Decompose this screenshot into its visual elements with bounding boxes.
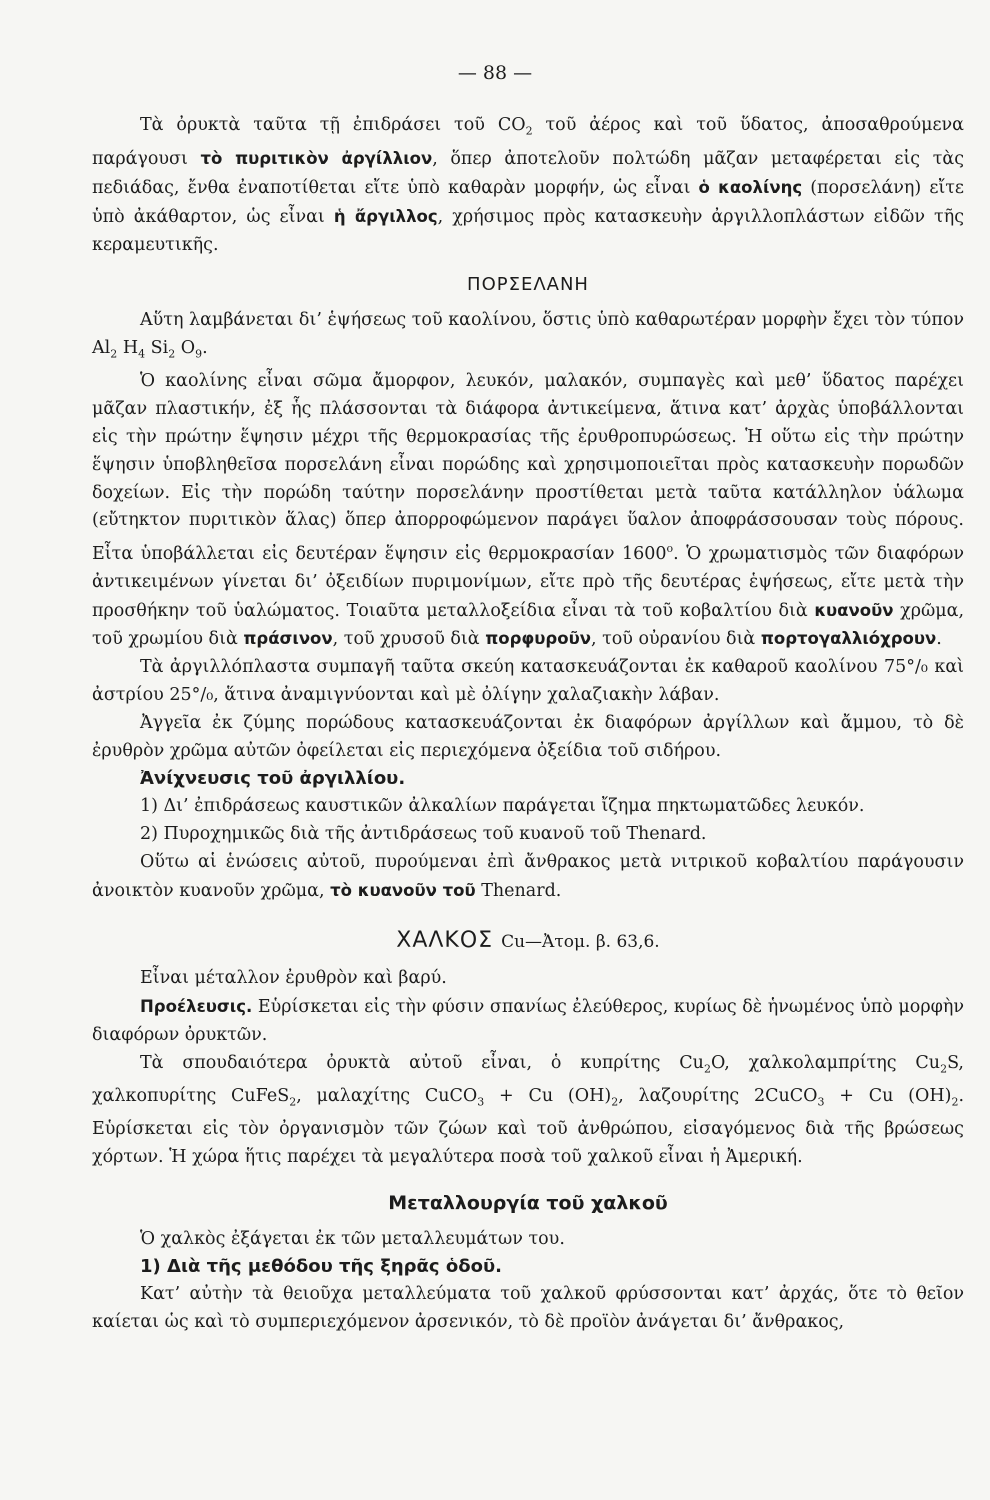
page-number: — 88 — (457, 62, 533, 84)
heading-metallurgy: Μεταλλουργία τοῦ χαλκοῦ (388, 1191, 668, 1214)
text-run: , τοῦ χρυσοῦ διὰ (332, 629, 486, 650)
heading-dry-method: 1) Διὰ τῆς μεθόδου τῆς ξηρᾶς ὁδοῦ. (140, 1256, 502, 1278)
text-run: S, χαλκοπυρίτης CuFeS (92, 1052, 964, 1106)
bold-term: κυανοῦν (814, 600, 894, 620)
text-run: Εὑρίσκεται εἰς τὴν φύσιν σπανίως ἐλεύθερος, κυρίως δὲ ἡνωμένος ὑπὸ μορφὴν διαφόρων ὀρυκτῶν. (92, 996, 964, 1045)
body-text (92, 112, 964, 1337)
bold-term: τὸ κυανοῦν τοῦ (330, 880, 476, 900)
subscript: 2 (951, 1095, 959, 1109)
paragraph-origin (92, 993, 964, 1050)
text-run: Τὰ ὀρυκτὰ ταῦτα τῇ ἐπιδράσει τοῦ CO (140, 115, 526, 135)
heading-atomic-weight: Cu—Ἀτομ. β. 63,6. (501, 932, 660, 953)
list-item-2: 2) Πυροχημικῶς διὰ τῆς ἀντιδράσεως τοῦ κυανοῦ τοῦ Thenard. (140, 823, 707, 844)
text-run: , λαζουρίτης 2CuCO (618, 1085, 818, 1106)
text-run: . (936, 629, 942, 650)
text-run: , τοῦ οὐρανίου διὰ (590, 629, 761, 650)
paragraph-metal: Εἶναι μέταλλον ἐρυθρὸν καὶ βαρύ. (140, 968, 447, 989)
heading-title: ΧΑΛΚΟΣ (396, 928, 494, 954)
bold-term: πορφυροῦν (485, 629, 591, 649)
heading-chalkos (92, 927, 964, 957)
text-run: Αὕτη λαμβάνεται δι’ ἑψήσεως τοῦ καολίνου, ὅστις ὑπὸ καθαρωτέραν μορφὴν ἔχει τὸν τύπον Al (92, 310, 964, 359)
text-run: . Εὑρίσκεται εἰς τὸν ὀργανισμὸν τῶν ζώων καὶ τοῦ ἀνθρώπου, εἰσαγόμενος διὰ τῆς βρώσεως χόρτων. Ἡ χώρα ἥτις παρέχει τὰ μεγαλύτερα ποσὰ τοῦ χαλκοῦ εἶναι ἡ Ἀμερική. (92, 1085, 965, 1167)
list-item-1: 1) Δι’ ἐπιδράσεως καυστικῶν ἀλκαλίων παράγεται ἴζημα πηκτωματῶδες λευκόν. (140, 796, 865, 817)
subscript: 2 (940, 1062, 948, 1076)
subscript: 2 (110, 347, 118, 361)
text-run: τοῦ ἀέρος καὶ τοῦ ὕδατος, ἀποσαθρούμενα παράγουσι (92, 115, 964, 170)
paragraph-ceramics: Τὰ ἀργιλλόπλαστα συμπαγῆ ταῦτα σκεύη κατασκευάζονται ἐκ καθαροῦ καολίνου 75°/₀ καὶ ἀστρίου 25°/₀, ἅτινα ἀναμιγνύονται καὶ μὲ ὀλίγην χαλαζιακὴν λάβαν. (92, 657, 964, 705)
paragraph-thenard (92, 849, 964, 906)
subscript: 2 (289, 1095, 297, 1109)
text-run: . Ὁ χρωματισμὸς τῶν διαφόρων ἀντικειμένων γίνεται δι’ ὀξειδίων πυριμονίμων, εἴτε πρὸ τῆς δευτέρας ἑψήσεως, εἴτε μετὰ τὴν προσθήκην τοῦ ὑαλώματος. Τοιαῦτα μεταλλοξείδια εἶναι τὰ τοῦ κοβαλτίου διὰ (92, 543, 965, 621)
bold-term: Προέλευσις. (140, 996, 253, 1016)
text-run: . (202, 338, 208, 359)
bold-term: πορτογαλλιόχρουν (760, 629, 937, 649)
text-run: Si (145, 338, 169, 359)
bold-term: τὸ πυριτικὸν ἀργίλλιον (200, 149, 433, 169)
bold-term: ἡ ἄργιλλος (333, 206, 438, 226)
paragraph-minerals (92, 1050, 964, 1172)
paragraph-formula (92, 307, 964, 368)
paragraph-extraction: Ὁ χαλκὸς ἐξάγεται ἐκ τῶν μεταλλευμάτων του. (140, 1228, 565, 1249)
subscript: 3 (817, 1095, 825, 1109)
subscript: 9 (195, 347, 203, 361)
text-run: O (175, 338, 196, 359)
bold-term: πράσινον (243, 629, 333, 649)
text-run: χρῶμα, τοῦ χρωμίου διὰ (92, 600, 965, 650)
text-run: , μαλαχίτης CuCO (296, 1085, 478, 1106)
paragraph-kaolin (92, 368, 964, 654)
text-run: (πορσελάνη) εἴτε ὑπὸ ἀκάθαρτον, ὡς εἶναι (92, 178, 964, 227)
subscript: 3 (477, 1095, 485, 1109)
subscript: 2 (168, 347, 176, 361)
subscript: 4 (138, 347, 146, 361)
text-run: + Cu (OH) (484, 1085, 612, 1106)
text-run: Τὰ σπουδαιότερα ὀρυκτὰ αὐτοῦ εἶναι, ὁ κυπρίτης Cu (140, 1052, 704, 1073)
text-run: , χρήσιμος πρὸς κατασκευὴν ἀργιλλοπλάστων εἰδῶν τῆς κεραμευτικῆς. (92, 206, 964, 255)
subscript: 2 (525, 124, 533, 138)
text-run: Ὁ καολίνης εἶναι σῶμα ἄμορφον, λευκόν, μαλακόν, συμπαγὲς καὶ μεθ’ ὕδατος παρέχει μᾶζαν πλαστικήν, ἐξ ἧς πλάσσονται τὰ διάφορα ἀντικείμενα, ἅτινα κατ’ ἀρχὰς ὑποβάλλονται εἰς τὴν πρώτην ἕψησιν μέχρι τῆς θερμοκρασίας τῆς ἐρυθροπυρώσεως. Ἡ οὕτω εἰς τὴν πρώτην ἕψησιν ὑποβληθεῖσα πορσελάνη εἶναι πορώδης καὶ χρησιμοποιεῖται πρὸς κατασκευὴν πορωδῶν δοχείων. Εἰς τὴν πορώδη ταύτην πορσελάνην προστίθεται μετὰ ταῦτα κατάλληλον ὑάλωμα (εὔτηκτον πυριτικὸν ἅλας) ὅπερ ἀπορροφώμενον παράγει ὕαλον ἀποφράσσουσαν τοὺς πόρους. Εἶτα ὑποβάλλεται εἰς δευτέραν ἕψησιν εἰς θερμοκρασίαν 1600 (92, 371, 964, 564)
text-run: + Cu (OH) (824, 1085, 952, 1106)
heading-detection: Ἀνίχνευσις τοῦ ἀργιλλίου. (140, 768, 406, 790)
bold-term: ὁ καολίνης (698, 178, 803, 198)
paragraph-vessels: Ἀγγεῖα ἐκ ζύμης πορώδους κατασκευάζονται ἐκ διαφόρων ἀργίλλων καὶ ἄμμου, τὸ δὲ ἐρυθρὸν χρῶμα αὐτῶν ὀφείλεται εἰς περιεχόμενα ὀξείδια τοῦ σιδήρου. (92, 712, 964, 761)
text-run: Οὕτω αἱ ἑνώσεις αὐτοῦ, πυρούμεναι ἐπὶ ἄνθρακος μετὰ νιτρικοῦ κοβαλτίου παράγουσιν ἀνοικτὸν κυανοῦν χρῶμα, (92, 851, 964, 901)
text-run: Thenard. (475, 880, 562, 901)
heading-porselani: ΠΟΡΣΕΛΑΝΗ (467, 274, 589, 296)
subscript: 2 (703, 1062, 711, 1076)
text-run: O, χαλκολαμπρίτης Cu (710, 1052, 941, 1073)
subscript: 2 (611, 1095, 619, 1109)
paragraph-dry-method: Κατ’ αὐτὴν τὰ θειοῦχα μεταλλεύματα τοῦ χαλκοῦ φρύσσονται κατ’ ἀρχάς, ὅτε τὸ θεῖον καίεται ὡς καὶ τὸ συμπεριεχόμενον ἀρσενικόν, τὸ δὲ προϊὸν ἀνάγεται δι’ ἄνθρακος, (92, 1284, 964, 1332)
degree-mark: ο (666, 542, 674, 556)
text-run: , ὅπερ ἀποτελοῦν πολτώδη μᾶζαν μεταφέρεται εἰς τὰς πεδιάδας, ἔνθα ἐναποτίθεται εἴτε ὑπὸ καθαρὰν μορφήν, ὡς εἶναι (92, 149, 964, 199)
text-run: H (117, 338, 139, 359)
paragraph-intro (92, 112, 964, 259)
